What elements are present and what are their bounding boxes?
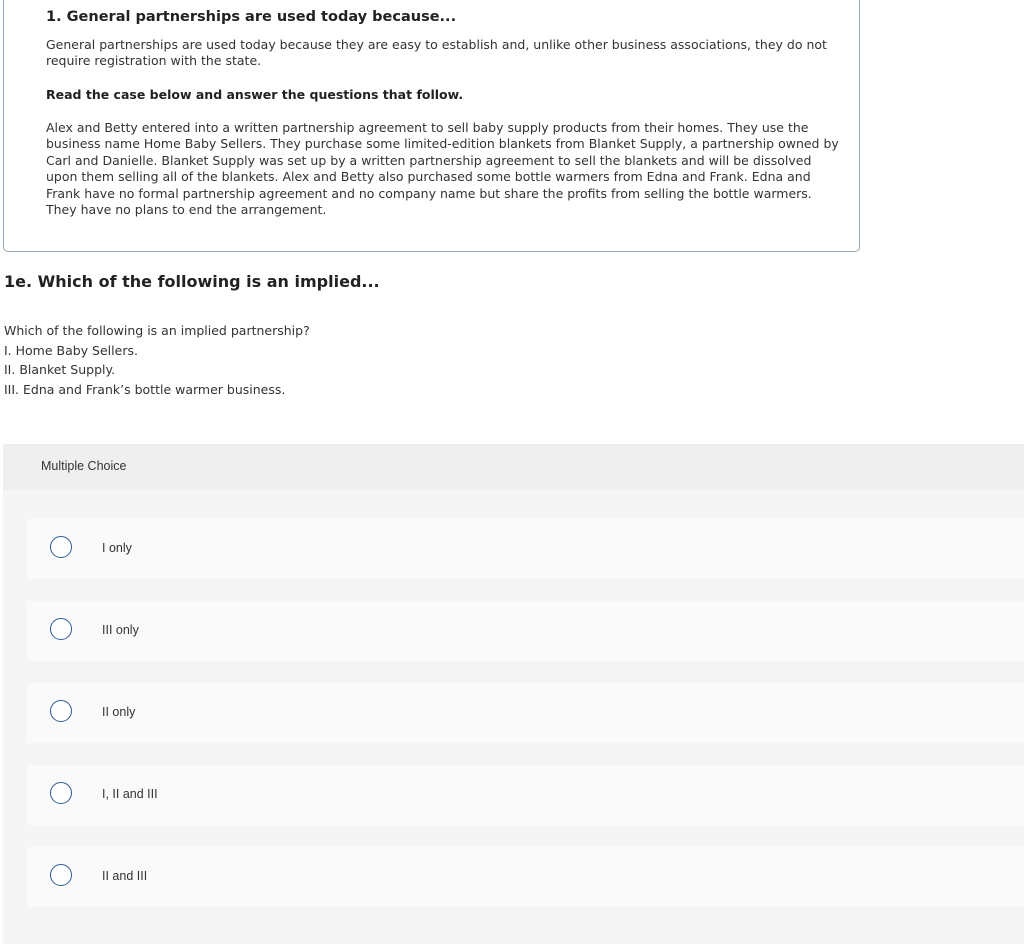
choice-option-3[interactable] <box>27 683 1024 743</box>
info-heading: 1. General partnerships are used today because... <box>46 9 457 25</box>
choice-label: III only <box>102 623 139 637</box>
case-text: Alex and Betty entered into a written partnership agreement to sell baby supply products from their homes. They use the business name Home Baby Sellers. They purchase some limited-edition blankets from Blanket Supply, a partnership owned by Carl and Danielle. Blanket Supply was set up by a written partnership agreement to sell the blankets and will be dissolved upon them selling all of the blankets. Alex and Betty also purchased some bottle warmers from Edna and Frank. Edna and Frank have no formal partnership agreement and no company name but share the profits from selling the bottle warmers. They have no plans to end the arrangement. <box>46 120 839 218</box>
choice-option-2[interactable] <box>27 601 1024 661</box>
choice-option-1[interactable] <box>27 519 1024 579</box>
question-item: II. Blanket Supply. <box>4 362 116 377</box>
choice-option-5[interactable] <box>27 847 1024 907</box>
multiple-choice-panel <box>3 444 1024 944</box>
multiple-choice-header <box>3 444 1024 490</box>
choice-label: II and III <box>102 869 148 883</box>
question-item: I. Home Baby Sellers. <box>4 342 138 358</box>
choice-label: I, II and III <box>102 787 158 801</box>
choice-option-4[interactable] <box>27 765 1024 825</box>
question-prompt: Which of the following is an implied partnership? <box>4 323 310 338</box>
choice-label: I only <box>102 541 132 555</box>
radio-button[interactable] <box>50 700 72 722</box>
required-information-panel <box>3 0 860 252</box>
radio-button[interactable] <box>50 536 72 558</box>
multiple-choice-label: Multiple Choice <box>41 459 127 473</box>
radio-button[interactable] <box>50 864 72 886</box>
question-title: 1e. Which of the following is an implied... <box>4 272 380 291</box>
case-instructions: Read the case below and answer the questions that follow. <box>46 87 464 102</box>
question-body <box>4 321 310 399</box>
radio-button[interactable] <box>50 782 72 804</box>
radio-button[interactable] <box>50 618 72 640</box>
choice-label: II only <box>102 705 136 719</box>
question-item: III. Edna and Frank’s bottle warmer business. <box>4 381 286 397</box>
info-answer-text: General partnerships are used today because they are easy to establish and, unlike other business associations, they do not require registration with the state. <box>46 37 827 69</box>
